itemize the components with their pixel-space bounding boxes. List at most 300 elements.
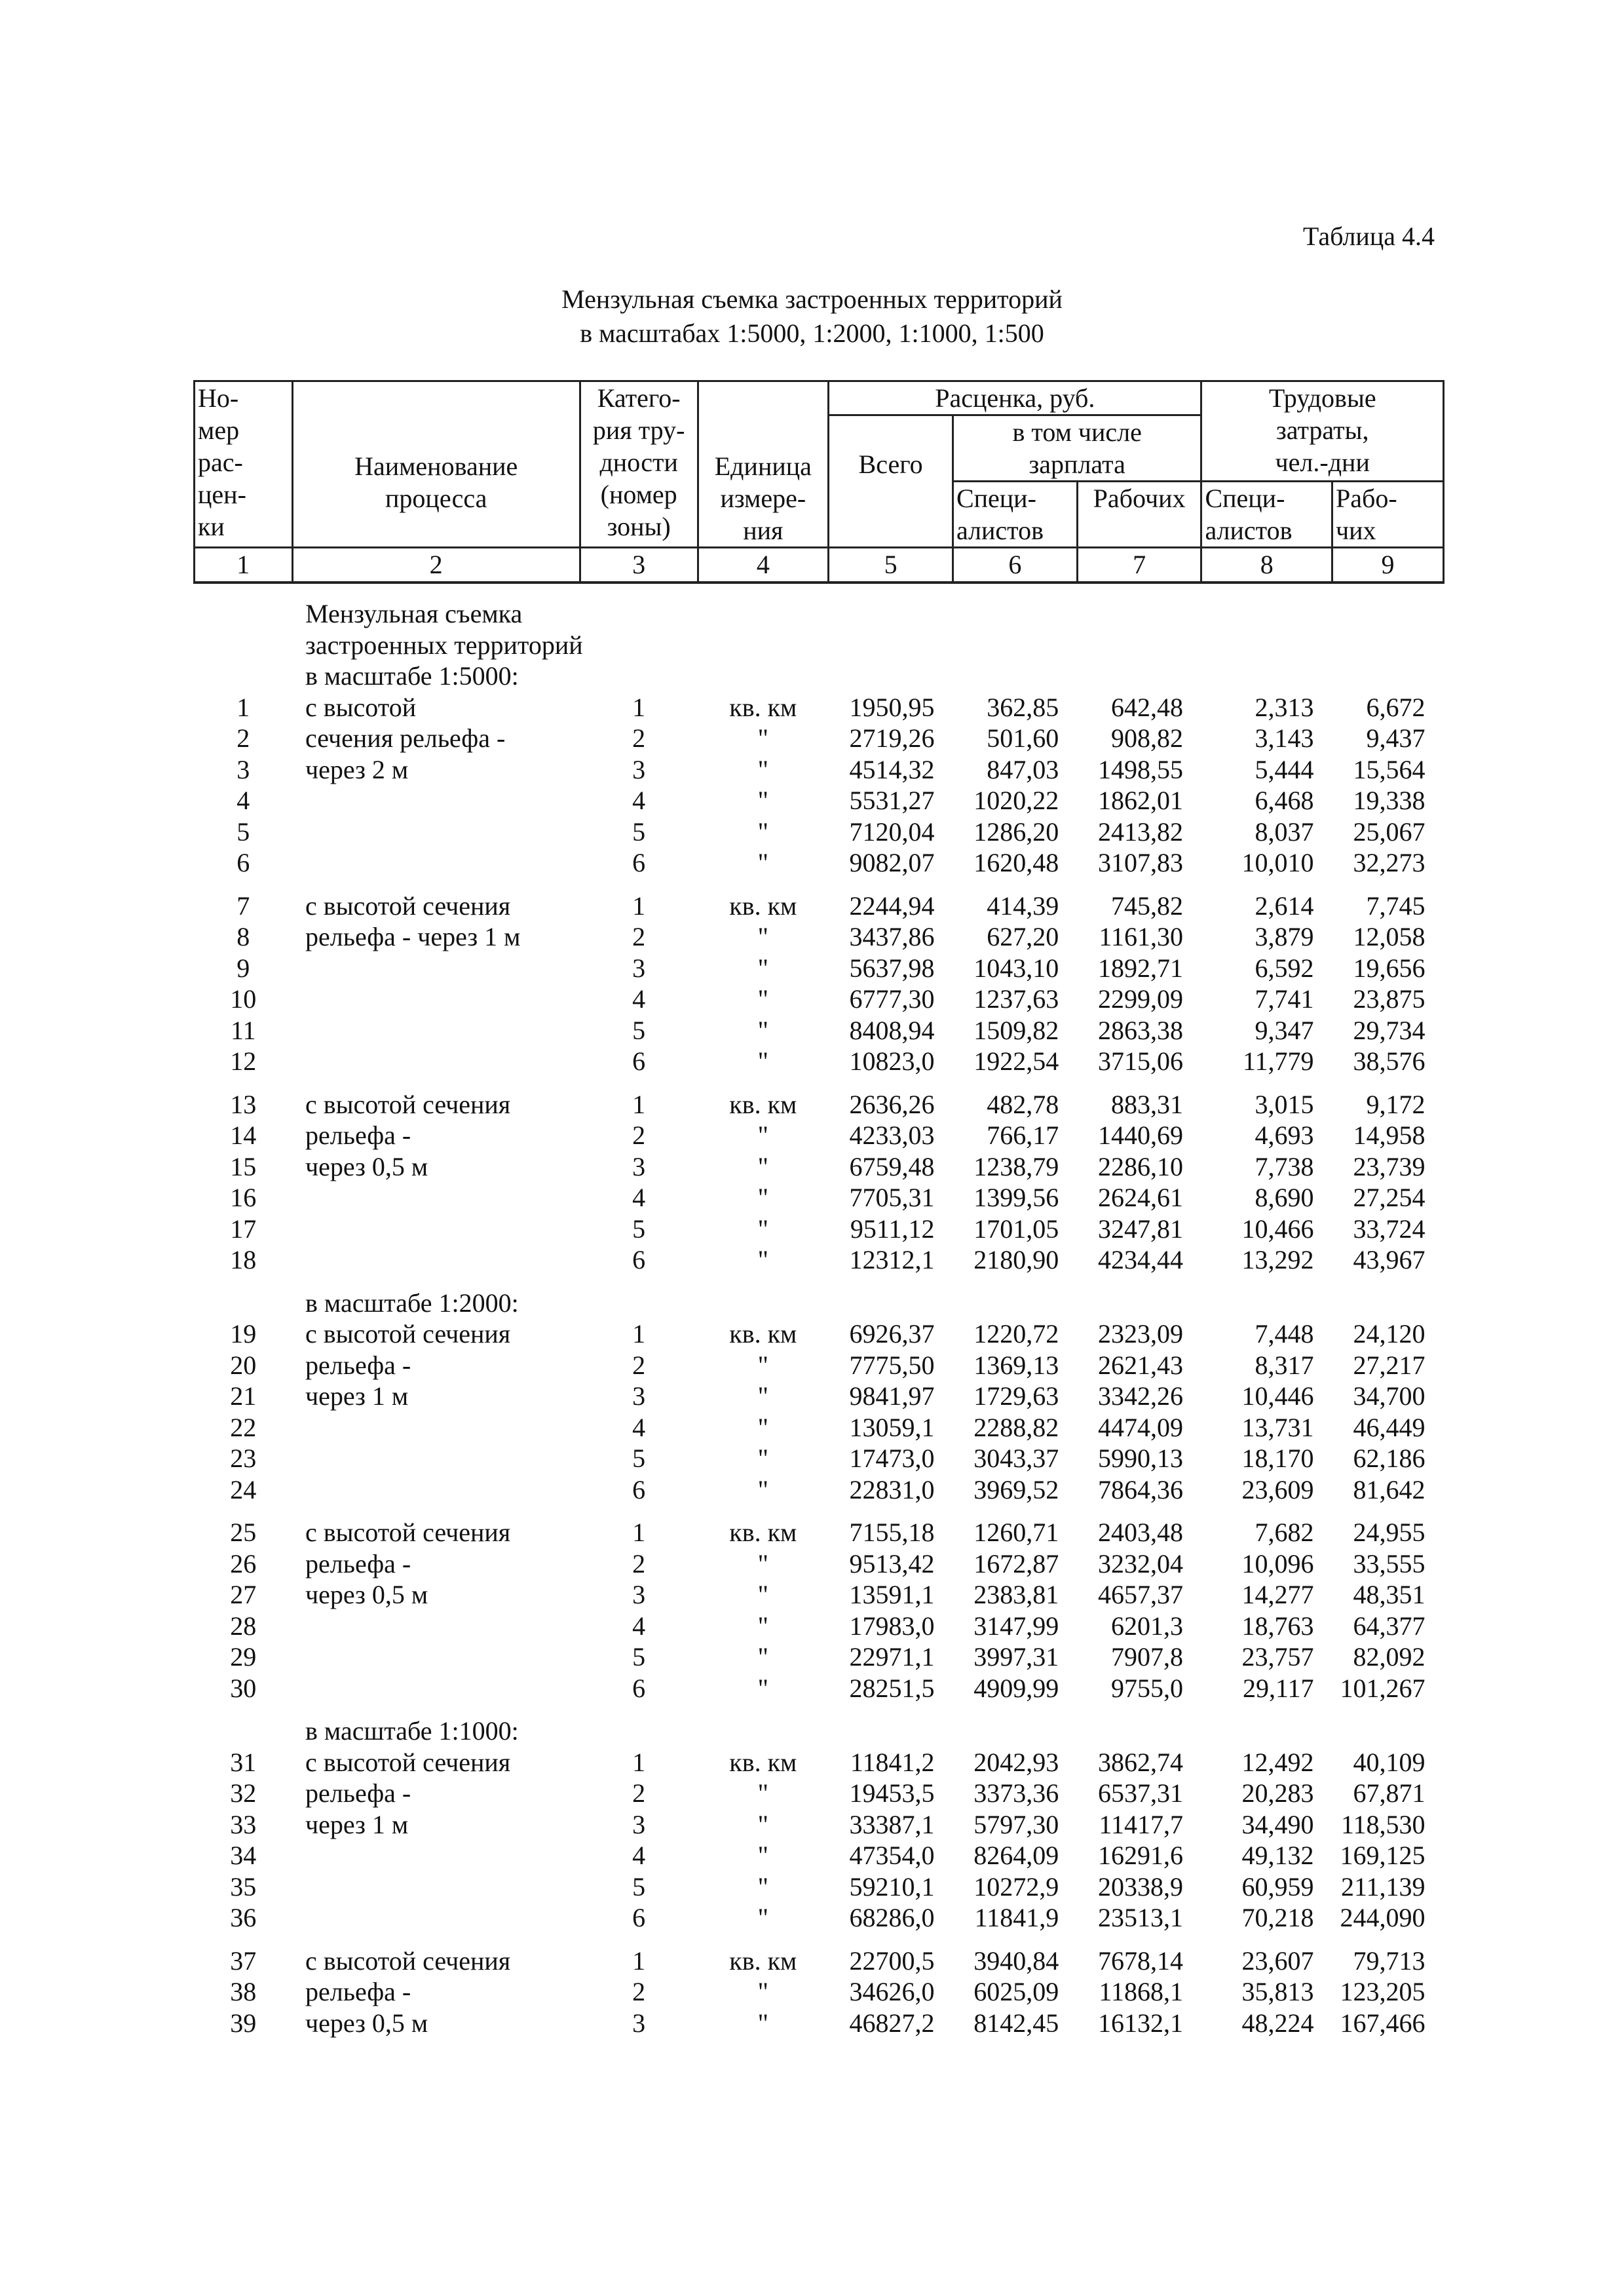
cell-category: 2 bbox=[632, 1120, 646, 1150]
cell-salary-workers: 7864,36 bbox=[1097, 1474, 1183, 1504]
cell-process-name: через 0,5 м bbox=[305, 1580, 428, 1609]
cell-category: 3 bbox=[632, 953, 646, 983]
cell-unit: " bbox=[757, 1183, 768, 1212]
cell-labor-workers: 7,745 bbox=[1366, 890, 1426, 921]
cell-rate-number: 21 bbox=[230, 1381, 257, 1411]
table-row bbox=[195, 921, 1444, 953]
cell-labor-specialists: 13,292 bbox=[1241, 1245, 1314, 1274]
cell-labor-specialists: 23,609 bbox=[1241, 1474, 1314, 1504]
table-row bbox=[195, 1871, 1444, 1903]
table-caption: Таблица 4.4 bbox=[1302, 221, 1435, 251]
cell-labor-workers: 33,724 bbox=[1353, 1214, 1426, 1244]
cell-labor-specialists: 7,448 bbox=[1255, 1319, 1314, 1349]
cell-salary-workers: 2624,61 bbox=[1097, 1183, 1183, 1212]
cell-salary-workers: 6537,31 bbox=[1097, 1778, 1183, 1808]
cell-unit: " bbox=[757, 1611, 768, 1641]
table-row bbox=[195, 1474, 1444, 1506]
cell-rate-number: 29 bbox=[230, 1642, 257, 1672]
cell-salary-workers: 883,31 bbox=[1110, 1089, 1183, 1119]
cell-price-total: 3437,86 bbox=[849, 922, 935, 951]
section-heading: застроенных территорий bbox=[305, 630, 583, 660]
table-row bbox=[195, 953, 1444, 984]
cell-salary-workers: 2299,09 bbox=[1097, 984, 1183, 1014]
cell-empty bbox=[195, 1704, 293, 1747]
column-number: 6 bbox=[953, 548, 1077, 583]
table-subtitle: в масштабах 1:5000, 1:2000, 1:1000, 1:500 bbox=[580, 318, 1044, 348]
cell-rate-number: 14 bbox=[230, 1120, 257, 1150]
cell-salary-specialists: 1701,05 bbox=[973, 1214, 1059, 1244]
cell-category: 5 bbox=[632, 1871, 646, 1902]
cell-process-name bbox=[292, 1244, 580, 1276]
cell-unit: " bbox=[757, 922, 768, 951]
section-heading-row bbox=[195, 660, 1444, 692]
cell-labor-workers: 14,958 bbox=[1353, 1120, 1426, 1150]
column-number: 9 bbox=[1332, 548, 1444, 583]
cell-unit: " bbox=[757, 1381, 768, 1411]
cell-price-total: 17473,0 bbox=[849, 1444, 935, 1473]
table-row bbox=[195, 1381, 1444, 1412]
cell-salary-specialists: 10272,9 bbox=[973, 1871, 1059, 1902]
cell-rate-number: 27 bbox=[230, 1580, 257, 1609]
cell-process-name: с высотой bbox=[305, 692, 417, 722]
cell-rate-number: 28 bbox=[230, 1611, 257, 1641]
cell-salary-specialists: 1220,72 bbox=[973, 1319, 1059, 1349]
cell-process-name: с высотой сечения bbox=[305, 890, 511, 921]
cell-labor-workers: 25,067 bbox=[1353, 816, 1426, 847]
cell-labor-specialists: 7,741 bbox=[1255, 984, 1314, 1014]
cell-salary-specialists: 1238,79 bbox=[973, 1151, 1059, 1181]
cell-price-total: 13591,1 bbox=[849, 1580, 935, 1609]
cell-price-total: 22700,5 bbox=[849, 1945, 935, 1976]
cell-price-total: 9513,42 bbox=[849, 1548, 935, 1578]
cell-rate-number: 13 bbox=[230, 1089, 257, 1119]
table-row bbox=[195, 1579, 1444, 1611]
cell-rate-number: 30 bbox=[230, 1673, 257, 1703]
cell-salary-workers: 5990,13 bbox=[1097, 1444, 1183, 1473]
cell-price-total: 22831,0 bbox=[849, 1474, 935, 1504]
cell-price-total: 5531,27 bbox=[849, 786, 935, 815]
cell-process-name: рельефа - bbox=[305, 1977, 411, 2006]
header-total: Всего bbox=[829, 415, 953, 548]
cell-labor-specialists: 20,283 bbox=[1241, 1778, 1314, 1808]
cell-process-name: с высотой сечения bbox=[305, 1518, 511, 1547]
cell-labor-specialists: 23,607 bbox=[1241, 1945, 1314, 1976]
cell-salary-workers: 11417,7 bbox=[1099, 1809, 1183, 1839]
cell-rate-number: 34 bbox=[230, 1841, 257, 1870]
table-row bbox=[195, 879, 1444, 922]
cell-unit: " bbox=[757, 1245, 768, 1274]
section-heading: в масштабе 1:2000: bbox=[305, 1288, 519, 1318]
cell-salary-specialists: 1237,63 bbox=[973, 984, 1059, 1014]
cell-labor-workers: 15,564 bbox=[1353, 754, 1426, 784]
cell-labor-workers: 12,058 bbox=[1353, 922, 1426, 951]
cell-salary-specialists: 1922,54 bbox=[973, 1046, 1059, 1076]
cell-salary-specialists: 1620,48 bbox=[973, 848, 1059, 877]
table-row bbox=[195, 1077, 1444, 1120]
cell-rate-number: 9 bbox=[236, 953, 250, 983]
cell-category: 1 bbox=[632, 1518, 646, 1547]
column-number: 3 bbox=[580, 548, 698, 583]
cell-salary-specialists: 2180,90 bbox=[973, 1245, 1059, 1274]
header-labor-workers: Рабо- чих bbox=[1332, 482, 1444, 548]
cell-salary-workers: 4657,37 bbox=[1097, 1580, 1183, 1609]
cell-process-name bbox=[292, 1412, 580, 1444]
cell-process-name: через 0,5 м bbox=[305, 2008, 428, 2038]
cell-salary-workers: 2286,10 bbox=[1097, 1151, 1183, 1181]
cell-salary-specialists: 3147,99 bbox=[973, 1611, 1059, 1641]
cell-salary-workers: 3107,83 bbox=[1097, 848, 1183, 877]
column-number: 5 bbox=[829, 548, 953, 583]
table-row bbox=[195, 1778, 1444, 1809]
table-row bbox=[195, 1015, 1444, 1046]
cell-category: 1 bbox=[632, 692, 646, 722]
cell-labor-specialists: 7,682 bbox=[1255, 1518, 1314, 1547]
cell-salary-specialists: 3969,52 bbox=[973, 1474, 1059, 1504]
cell-unit: кв. км bbox=[729, 1747, 797, 1777]
cell-price-total: 2244,94 bbox=[849, 890, 935, 921]
cell-salary-specialists: 2383,81 bbox=[973, 1580, 1059, 1609]
cell-process-name: рельефа - через 1 м bbox=[305, 922, 521, 951]
table-row bbox=[195, 1840, 1444, 1871]
cell-rate-number: 18 bbox=[230, 1245, 257, 1274]
cell-labor-workers: 244,090 bbox=[1340, 1903, 1426, 1932]
cell-labor-workers: 9,437 bbox=[1366, 723, 1426, 753]
table-row bbox=[195, 1505, 1444, 1548]
cell-process-name: с высотой сечения bbox=[305, 1089, 511, 1119]
cell-salary-workers: 4474,09 bbox=[1097, 1412, 1183, 1442]
cell-salary-workers: 2863,38 bbox=[1097, 1015, 1183, 1045]
cell-labor-specialists: 10,446 bbox=[1241, 1381, 1314, 1411]
cell-unit: " bbox=[757, 723, 768, 753]
table-row bbox=[195, 1548, 1444, 1580]
cell-process-name bbox=[292, 1902, 580, 1934]
cell-category: 5 bbox=[632, 1015, 646, 1045]
column-number: 8 bbox=[1201, 548, 1332, 583]
cell-salary-specialists: 2042,93 bbox=[973, 1747, 1059, 1777]
table-row bbox=[195, 1244, 1444, 1276]
cell-rate-number: 39 bbox=[230, 2008, 257, 2038]
header-unit: Единица измере- ния bbox=[698, 381, 829, 548]
section-heading: в масштабе 1:5000: bbox=[305, 661, 519, 691]
cell-process-name: рельефа - bbox=[305, 1778, 411, 1808]
cell-labor-specialists: 2,614 bbox=[1255, 890, 1314, 921]
cell-salary-workers: 2413,82 bbox=[1097, 816, 1183, 847]
cell-labor-specialists: 60,959 bbox=[1241, 1871, 1314, 1902]
cell-salary-specialists: 1369,13 bbox=[973, 1350, 1059, 1380]
cell-rate-number: 16 bbox=[230, 1183, 257, 1212]
cell-category: 6 bbox=[632, 1903, 646, 1932]
cell-salary-workers: 16132,1 bbox=[1097, 2008, 1183, 2038]
cell-unit: " bbox=[757, 1673, 768, 1703]
cell-salary-specialists: 482,78 bbox=[987, 1089, 1059, 1119]
cell-salary-specialists: 1286,20 bbox=[973, 816, 1059, 847]
table-row bbox=[195, 1046, 1444, 1077]
cell-price-total: 7775,50 bbox=[849, 1350, 935, 1380]
cell-category: 6 bbox=[632, 1046, 646, 1076]
cell-unit: " bbox=[757, 1977, 768, 2006]
cell-price-total: 4514,32 bbox=[849, 754, 935, 784]
cell-labor-workers: 32,273 bbox=[1353, 848, 1426, 877]
cell-labor-specialists: 49,132 bbox=[1241, 1841, 1314, 1870]
cell-unit: кв. км bbox=[729, 692, 797, 722]
cell-process-name: с высотой сечения bbox=[305, 1945, 511, 1976]
cell-price-total: 7705,31 bbox=[849, 1183, 935, 1212]
cell-labor-specialists: 34,490 bbox=[1241, 1809, 1314, 1839]
cell-labor-specialists: 48,224 bbox=[1241, 2008, 1314, 2038]
cell-price-total: 17983,0 bbox=[849, 1611, 935, 1641]
column-numbers-row bbox=[195, 548, 1444, 583]
cell-category: 5 bbox=[632, 1214, 646, 1244]
cell-salary-specialists: 766,17 bbox=[987, 1120, 1059, 1150]
cell-salary-specialists: 2288,82 bbox=[973, 1412, 1059, 1442]
cell-unit: " bbox=[757, 1046, 768, 1076]
cell-salary-workers: 7678,14 bbox=[1097, 1945, 1183, 1976]
table-row bbox=[195, 1902, 1444, 1934]
cell-process-name bbox=[292, 1182, 580, 1214]
cell-category: 1 bbox=[632, 890, 646, 921]
header-labor-specialists: Специ- алистов bbox=[1201, 482, 1332, 548]
cell-category: 4 bbox=[632, 1412, 646, 1442]
cell-rate-number: 6 bbox=[236, 848, 250, 877]
cell-salary-specialists: 3043,37 bbox=[973, 1444, 1059, 1473]
cell-unit: кв. км bbox=[729, 1518, 797, 1547]
table-row bbox=[195, 1934, 1444, 1977]
table-row bbox=[195, 816, 1444, 848]
cell-price-total: 2719,26 bbox=[849, 723, 935, 753]
cell-category: 2 bbox=[632, 1977, 646, 2006]
cell-process-name bbox=[292, 847, 580, 879]
cell-salary-workers: 7907,8 bbox=[1110, 1642, 1183, 1672]
cell-process-name bbox=[292, 1840, 580, 1871]
header-difficulty-category: Катего- рия тру- дности (номер зоны) bbox=[580, 381, 698, 548]
cell-rate-number: 11 bbox=[231, 1015, 256, 1045]
cell-salary-workers: 3862,74 bbox=[1097, 1747, 1183, 1777]
cell-unit: " bbox=[757, 1778, 768, 1808]
rates-table bbox=[193, 380, 1445, 2038]
cell-salary-specialists: 8264,09 bbox=[973, 1841, 1059, 1870]
column-number: 1 bbox=[195, 548, 293, 583]
cell-labor-specialists: 3,143 bbox=[1255, 723, 1314, 753]
cell-process-name bbox=[292, 1474, 580, 1506]
cell-category: 4 bbox=[632, 1183, 646, 1212]
cell-unit: " bbox=[757, 1151, 768, 1181]
cell-price-total: 47354,0 bbox=[849, 1841, 935, 1870]
cell-salary-specialists: 3373,36 bbox=[973, 1778, 1059, 1808]
cell-labor-specialists: 8,037 bbox=[1255, 816, 1314, 847]
cell-process-name bbox=[292, 816, 580, 848]
cell-rate-number: 25 bbox=[230, 1518, 257, 1547]
cell-price-total: 33387,1 bbox=[849, 1809, 935, 1839]
cell-process-name: через 1 м bbox=[305, 1381, 409, 1411]
cell-unit: " bbox=[757, 754, 768, 784]
cell-process-name: сечения рельефа - bbox=[305, 723, 506, 753]
table-row bbox=[195, 1673, 1444, 1704]
cell-category: 1 bbox=[632, 1319, 646, 1349]
section-heading-row bbox=[195, 583, 1444, 630]
cell-category: 6 bbox=[632, 1673, 646, 1703]
cell-unit: " bbox=[757, 816, 768, 847]
cell-labor-specialists: 13,731 bbox=[1241, 1412, 1314, 1442]
cell-category: 6 bbox=[632, 1474, 646, 1504]
cell-rate-number: 37 bbox=[230, 1945, 257, 1976]
cell-salary-specialists: 3940,84 bbox=[973, 1945, 1059, 1976]
cell-unit: " bbox=[757, 1841, 768, 1870]
table-row bbox=[195, 1976, 1444, 2008]
cell-unit: кв. км bbox=[729, 890, 797, 921]
cell-salary-workers: 2621,43 bbox=[1097, 1350, 1183, 1380]
cell-labor-workers: 118,530 bbox=[1340, 1809, 1426, 1839]
cell-salary-workers: 4234,44 bbox=[1097, 1245, 1183, 1274]
cell-category: 2 bbox=[632, 723, 646, 753]
cell-price-total: 9511,12 bbox=[850, 1214, 935, 1244]
section-heading: Мензульная съемка bbox=[305, 599, 523, 628]
cell-salary-workers: 11868,1 bbox=[1099, 1977, 1183, 2006]
cell-labor-specialists: 23,757 bbox=[1241, 1642, 1314, 1672]
cell-salary-specialists: 362,85 bbox=[987, 692, 1059, 722]
cell-category: 1 bbox=[632, 1747, 646, 1777]
cell-labor-specialists: 7,738 bbox=[1255, 1151, 1314, 1181]
cell-labor-specialists: 3,879 bbox=[1255, 922, 1314, 951]
cell-price-total: 6926,37 bbox=[849, 1319, 935, 1349]
table-row bbox=[195, 1641, 1444, 1673]
cell-labor-workers: 81,642 bbox=[1353, 1474, 1426, 1504]
cell-rate-number: 2 bbox=[236, 723, 250, 753]
cell-category: 4 bbox=[632, 786, 646, 815]
table-row bbox=[195, 785, 1444, 816]
header-salary-workers: Рабочих bbox=[1077, 482, 1201, 548]
cell-labor-workers: 23,739 bbox=[1353, 1151, 1426, 1181]
cell-rate-number: 4 bbox=[236, 786, 250, 815]
cell-process-name: через 0,5 м bbox=[305, 1151, 428, 1181]
cell-labor-workers: 211,139 bbox=[1340, 1871, 1426, 1902]
table-row bbox=[195, 1151, 1444, 1183]
cell-category: 4 bbox=[632, 1611, 646, 1641]
cell-process-name bbox=[292, 1611, 580, 1642]
cell-unit: " bbox=[757, 1474, 768, 1504]
cell-labor-specialists: 10,466 bbox=[1241, 1214, 1314, 1244]
cell-unit: " bbox=[757, 1642, 768, 1672]
cell-price-total: 11841,2 bbox=[850, 1747, 935, 1777]
cell-salary-workers: 642,48 bbox=[1110, 692, 1183, 722]
cell-labor-workers: 29,734 bbox=[1353, 1015, 1426, 1045]
cell-salary-workers: 16291,6 bbox=[1097, 1841, 1183, 1870]
cell-labor-workers: 33,555 bbox=[1353, 1548, 1426, 1578]
cell-salary-specialists: 627,20 bbox=[987, 922, 1059, 951]
cell-labor-workers: 27,254 bbox=[1353, 1183, 1426, 1212]
cell-price-total: 9082,07 bbox=[849, 848, 935, 877]
cell-salary-specialists: 5797,30 bbox=[973, 1809, 1059, 1839]
cell-salary-specialists: 847,03 bbox=[987, 754, 1059, 784]
cell-labor-workers: 9,172 bbox=[1366, 1089, 1426, 1119]
cell-salary-specialists: 1509,82 bbox=[973, 1015, 1059, 1045]
cell-unit: " bbox=[757, 1015, 768, 1045]
cell-labor-specialists: 5,444 bbox=[1255, 754, 1314, 784]
cell-price-total: 5637,98 bbox=[849, 953, 935, 983]
section-heading-row bbox=[195, 1704, 1444, 1747]
cell-category: 2 bbox=[632, 1350, 646, 1380]
cell-salary-workers: 9755,0 bbox=[1110, 1673, 1183, 1703]
table-header bbox=[195, 381, 1444, 583]
cell-category: 3 bbox=[632, 2008, 646, 2038]
cell-labor-workers: 62,186 bbox=[1353, 1444, 1426, 1473]
cell-salary-workers: 23513,1 bbox=[1097, 1903, 1183, 1932]
cell-price-total: 46827,2 bbox=[849, 2008, 935, 2038]
cell-rate-number: 36 bbox=[230, 1903, 257, 1932]
cell-rate-number: 7 bbox=[236, 890, 250, 921]
cell-process-name: рельефа - bbox=[305, 1350, 411, 1380]
column-number: 2 bbox=[292, 548, 580, 583]
cell-unit: " bbox=[757, 1548, 768, 1578]
cell-salary-workers: 3715,06 bbox=[1097, 1046, 1183, 1076]
table-row bbox=[195, 692, 1444, 723]
cell-rate-number: 32 bbox=[230, 1778, 257, 1808]
header-salary-specialists: Специ- алистов bbox=[953, 482, 1077, 548]
cell-category: 3 bbox=[632, 754, 646, 784]
cell-unit: " bbox=[757, 2008, 768, 2038]
cell-labor-specialists: 10,096 bbox=[1241, 1548, 1314, 1578]
cell-unit: " bbox=[757, 953, 768, 983]
cell-process-name bbox=[292, 1673, 580, 1704]
cell-category: 3 bbox=[632, 1381, 646, 1411]
cell-price-total: 7155,18 bbox=[849, 1518, 935, 1547]
cell-rate-number: 12 bbox=[230, 1046, 257, 1076]
cell-price-total: 9841,97 bbox=[849, 1381, 935, 1411]
cell-price-total: 13059,1 bbox=[849, 1412, 935, 1442]
cell-category: 4 bbox=[632, 984, 646, 1014]
cell-rate-number: 24 bbox=[230, 1474, 257, 1504]
cell-salary-specialists: 1729,63 bbox=[973, 1381, 1059, 1411]
cell-process-name: рельефа - bbox=[305, 1548, 411, 1578]
cell-price-total: 7120,04 bbox=[849, 816, 935, 847]
cell-salary-specialists: 11841,9 bbox=[974, 1903, 1059, 1932]
cell-process-name bbox=[292, 1046, 580, 1077]
cell-price-total: 19453,5 bbox=[849, 1778, 935, 1808]
cell-price-total: 2636,26 bbox=[849, 1089, 935, 1119]
cell-salary-workers: 1862,01 bbox=[1097, 786, 1183, 815]
cell-empty bbox=[195, 630, 293, 661]
cell-price-total: 8408,94 bbox=[849, 1015, 935, 1045]
cell-category: 3 bbox=[632, 1809, 646, 1839]
cell-salary-workers: 1161,30 bbox=[1099, 922, 1183, 951]
cell-labor-workers: 24,120 bbox=[1353, 1319, 1426, 1349]
cell-rate-number: 3 bbox=[236, 754, 250, 784]
cell-labor-specialists: 70,218 bbox=[1241, 1903, 1314, 1932]
cell-empty bbox=[195, 1276, 293, 1319]
cell-unit: кв. км bbox=[729, 1945, 797, 1976]
header-process-name: Наименование процесса bbox=[292, 381, 580, 548]
cell-salary-workers: 3247,81 bbox=[1097, 1214, 1183, 1244]
cell-labor-specialists: 11,779 bbox=[1243, 1046, 1314, 1076]
cell-price-total: 22971,1 bbox=[849, 1642, 935, 1672]
cell-rate-number: 38 bbox=[230, 1977, 257, 2006]
cell-unit: " bbox=[757, 1809, 768, 1839]
cell-process-name: с высотой сечения bbox=[305, 1747, 511, 1777]
column-number: 7 bbox=[1077, 548, 1201, 583]
cell-process-name: рельефа - bbox=[305, 1120, 411, 1150]
cell-price-total: 6777,30 bbox=[849, 984, 935, 1014]
table-row bbox=[195, 1350, 1444, 1381]
cell-labor-specialists: 10,010 bbox=[1241, 848, 1314, 877]
cell-unit: " bbox=[757, 1214, 768, 1244]
cell-price-total: 28251,5 bbox=[849, 1673, 935, 1703]
cell-salary-workers: 908,82 bbox=[1110, 723, 1183, 753]
cell-category: 2 bbox=[632, 922, 646, 951]
cell-category: 5 bbox=[632, 1642, 646, 1672]
cell-category: 3 bbox=[632, 1151, 646, 1181]
cell-rate-number: 17 bbox=[230, 1214, 257, 1244]
table-title: Мензульная съемка застроенных территорий bbox=[561, 284, 1063, 314]
column-number: 4 bbox=[698, 548, 829, 583]
